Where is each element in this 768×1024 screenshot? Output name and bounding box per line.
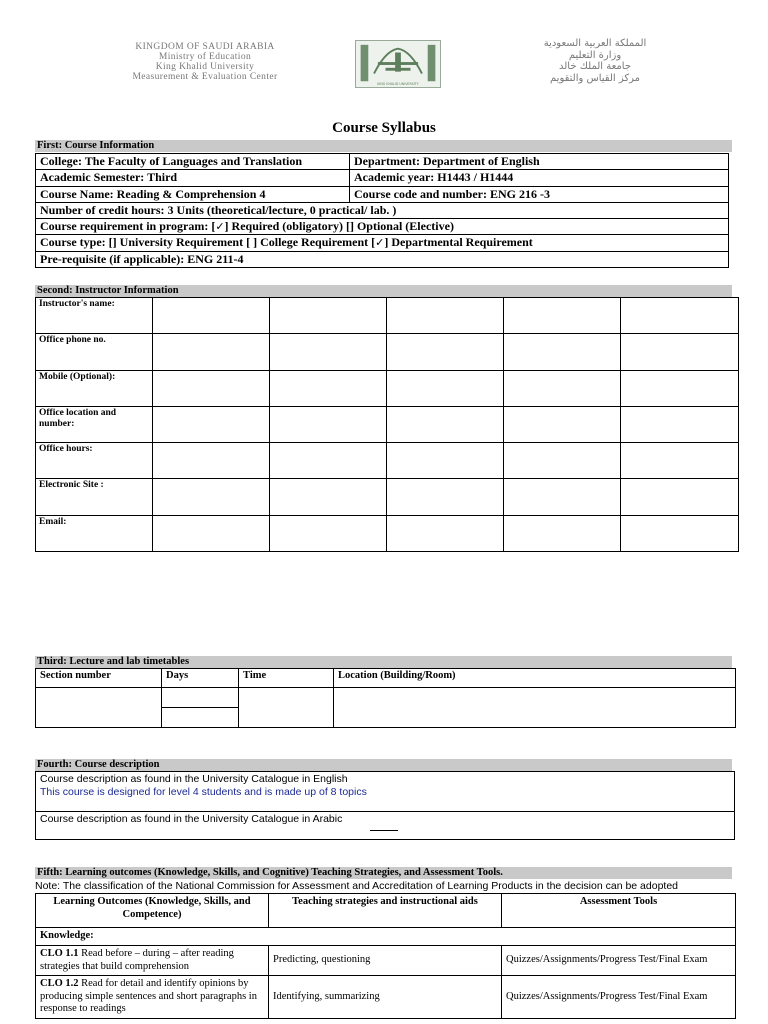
checkmark-icon: ✓ [375, 236, 385, 250]
course-name-cell: Course Name: Reading & Comprehension 4 [36, 186, 350, 202]
instructor-row [36, 370, 739, 406]
instructor-cell[interactable] [387, 443, 504, 479]
requirement-prefix: Course requirement in program: [ [40, 219, 216, 234]
instructor-cell[interactable] [621, 515, 739, 551]
english-description-cell [36, 772, 735, 812]
instructor-cell[interactable] [387, 334, 504, 370]
instructor-cell[interactable] [504, 406, 621, 442]
classification-note: Note: The classification of the National Commission for Assessment and Accreditation of Learning Products in the decision can be adopted [35, 880, 679, 892]
instructor-cell[interactable] [153, 370, 270, 406]
column-header: Teaching strategies and instructional aids [269, 894, 502, 928]
time-cell[interactable] [239, 688, 334, 728]
instructor-cell[interactable] [153, 443, 270, 479]
instructor-cell[interactable] [621, 334, 739, 370]
instructor-cell[interactable] [270, 370, 387, 406]
department-cell: Department: Department of English [350, 154, 729, 170]
instructor-cell[interactable] [621, 406, 739, 442]
course-requirement-cell [36, 219, 729, 235]
section-heading-description: Fourth: Course description [35, 759, 732, 771]
instructor-cell[interactable] [270, 334, 387, 370]
letterhead-line: Ministry of Education [158, 52, 252, 62]
days-cell[interactable] [162, 688, 239, 708]
checkmark-icon: ✓ [215, 220, 225, 234]
instructor-cell[interactable] [621, 443, 739, 479]
letterhead-line-ar: المملكة العربية السعودية [543, 38, 647, 49]
description-table [35, 771, 735, 840]
clo-text: Read before – during – after reading strategies that build comprehension [40, 948, 234, 972]
clo-strategy: Predicting, questioning [269, 946, 502, 976]
instructor-table [35, 297, 739, 552]
letterhead-line: Measurement & Evaluation Center [132, 72, 278, 82]
university-logo [355, 40, 441, 88]
arabic-description-label: Course description as found in the University Catalogue in Arabic [40, 813, 343, 825]
instructor-cell[interactable] [270, 443, 387, 479]
column-header: Days [162, 669, 239, 688]
instructor-cell[interactable] [387, 515, 504, 551]
letterhead-line: KINGDOM OF SAUDI ARABIA [135, 42, 275, 52]
type-suffix: ] Departmental Requirement [384, 235, 533, 250]
row-label: Mobile (Optional): [36, 370, 153, 406]
section-heading-instructor: Second: Instructor Information [35, 285, 732, 297]
instructor-cell[interactable] [504, 479, 621, 515]
year-cell: Academic year: H1443 / H1444 [350, 170, 729, 186]
instructor-row [36, 479, 739, 515]
instructor-cell[interactable] [387, 479, 504, 515]
instructor-cell[interactable] [621, 298, 739, 334]
instructor-cell[interactable] [621, 370, 739, 406]
instructor-cell[interactable] [387, 370, 504, 406]
instructor-cell[interactable] [504, 370, 621, 406]
column-header: Time [239, 669, 334, 688]
instructor-cell[interactable] [153, 515, 270, 551]
credit-hours-cell: Number of credit hours: 3 Units (theoretical/lecture, 0 practical/ lab. ) [36, 202, 729, 218]
section-heading-timetables: Third: Lecture and lab timetables [35, 656, 732, 668]
timetable-table [35, 668, 736, 728]
letterhead-line-ar: جامعة الملك خالد [559, 61, 631, 72]
clo-row [36, 946, 736, 976]
page-title: Course Syllabus [332, 120, 436, 136]
course-code-cell: Course code and number: ENG 216 -3 [350, 186, 729, 202]
location-cell[interactable] [334, 688, 736, 728]
course-type-cell [36, 235, 729, 251]
instructor-cell[interactable] [270, 298, 387, 334]
prerequisite-cell: Pre-requisite (if applicable): ENG 211-4 [36, 251, 729, 267]
clo-id: CLO 1.2 [40, 978, 79, 989]
instructor-row [36, 298, 739, 334]
instructor-cell[interactable] [387, 298, 504, 334]
clo-id: CLO 1.1 [40, 948, 79, 959]
english-description-label: Course description as found in the University Catalogue in English [40, 773, 348, 785]
instructor-cell[interactable] [270, 515, 387, 551]
clo-outcome [36, 976, 269, 1019]
section-heading-outcomes: Fifth: Learning outcomes (Knowledge, Skills, and Cognitive) Teaching Strategies, and Assessment Tools. [35, 867, 732, 879]
arabic-placeholder-line [370, 830, 398, 831]
column-header: Section number [36, 669, 162, 688]
logo-caption: KING KHALID UNIVERSITY [377, 82, 419, 87]
instructor-row [36, 515, 739, 551]
clo-text: Read for detail and identify opinions by producing simple sentences and short paragraphs in response to readings [40, 978, 257, 1014]
section-heading-course-info: First: Course Information [35, 140, 732, 152]
instructor-cell[interactable] [153, 298, 270, 334]
english-description-text: This course is designed for level 4 students and is made up of 8 topics [40, 786, 367, 798]
row-label: Office hours: [36, 443, 153, 479]
letterhead-line-ar: وزارة التعليم [568, 49, 622, 61]
course-info-table [35, 153, 729, 268]
instructor-row [36, 406, 739, 442]
instructor-cell[interactable] [153, 406, 270, 442]
instructor-cell[interactable] [270, 479, 387, 515]
instructor-row [36, 334, 739, 370]
knowledge-label: Knowledge: [36, 928, 736, 946]
row-label: Instructor's name: [36, 298, 153, 334]
column-header: Location (Building/Room) [334, 669, 736, 688]
column-header: Assessment Tools [502, 894, 736, 928]
letterhead-line-ar: مركز القياس والتقويم [550, 72, 640, 84]
row-label: Office location and number: [36, 406, 153, 442]
instructor-cell[interactable] [387, 406, 504, 442]
section-number-cell[interactable] [36, 688, 162, 728]
row-label: Email: [36, 515, 153, 551]
instructor-cell[interactable] [504, 334, 621, 370]
instructor-row [36, 443, 739, 479]
instructor-cell[interactable] [153, 479, 270, 515]
row-label: Electronic Site : [36, 479, 153, 515]
instructor-cell[interactable] [621, 479, 739, 515]
instructor-cell[interactable] [504, 515, 621, 551]
learning-outcomes-table [35, 893, 736, 1019]
instructor-cell[interactable] [504, 298, 621, 334]
clo-outcome [36, 946, 269, 976]
college-cell: College: The Faculty of Languages and Translation [36, 154, 350, 170]
instructor-cell[interactable] [153, 334, 270, 370]
letterhead-line: King Khalid University [155, 62, 255, 72]
clo-assessment: Quizzes/Assignments/Progress Test/Final Exam [502, 976, 736, 1019]
days-cell[interactable] [162, 708, 239, 728]
english-letterhead [100, 42, 310, 82]
arabic-letterhead [495, 38, 695, 84]
semester-cell: Academic Semester: Third [36, 170, 350, 186]
type-prefix: Course type: [] University Requirement [ ] College Requirement [ [40, 235, 376, 250]
instructor-cell[interactable] [270, 406, 387, 442]
clo-assessment: Quizzes/Assignments/Progress Test/Final Exam [502, 946, 736, 976]
instructor-cell[interactable] [504, 443, 621, 479]
clo-row [36, 976, 736, 1019]
column-header: Learning Outcomes (Knowledge, Skills, and Competence) [36, 894, 269, 928]
logo-emblem-icon [356, 41, 440, 87]
requirement-suffix: ] Required (obligatory) [] Optional (Elective) [224, 219, 454, 234]
arabic-description-cell [36, 812, 735, 840]
row-label: Office phone no. [36, 334, 153, 370]
clo-strategy: Identifying, summarizing [269, 976, 502, 1019]
